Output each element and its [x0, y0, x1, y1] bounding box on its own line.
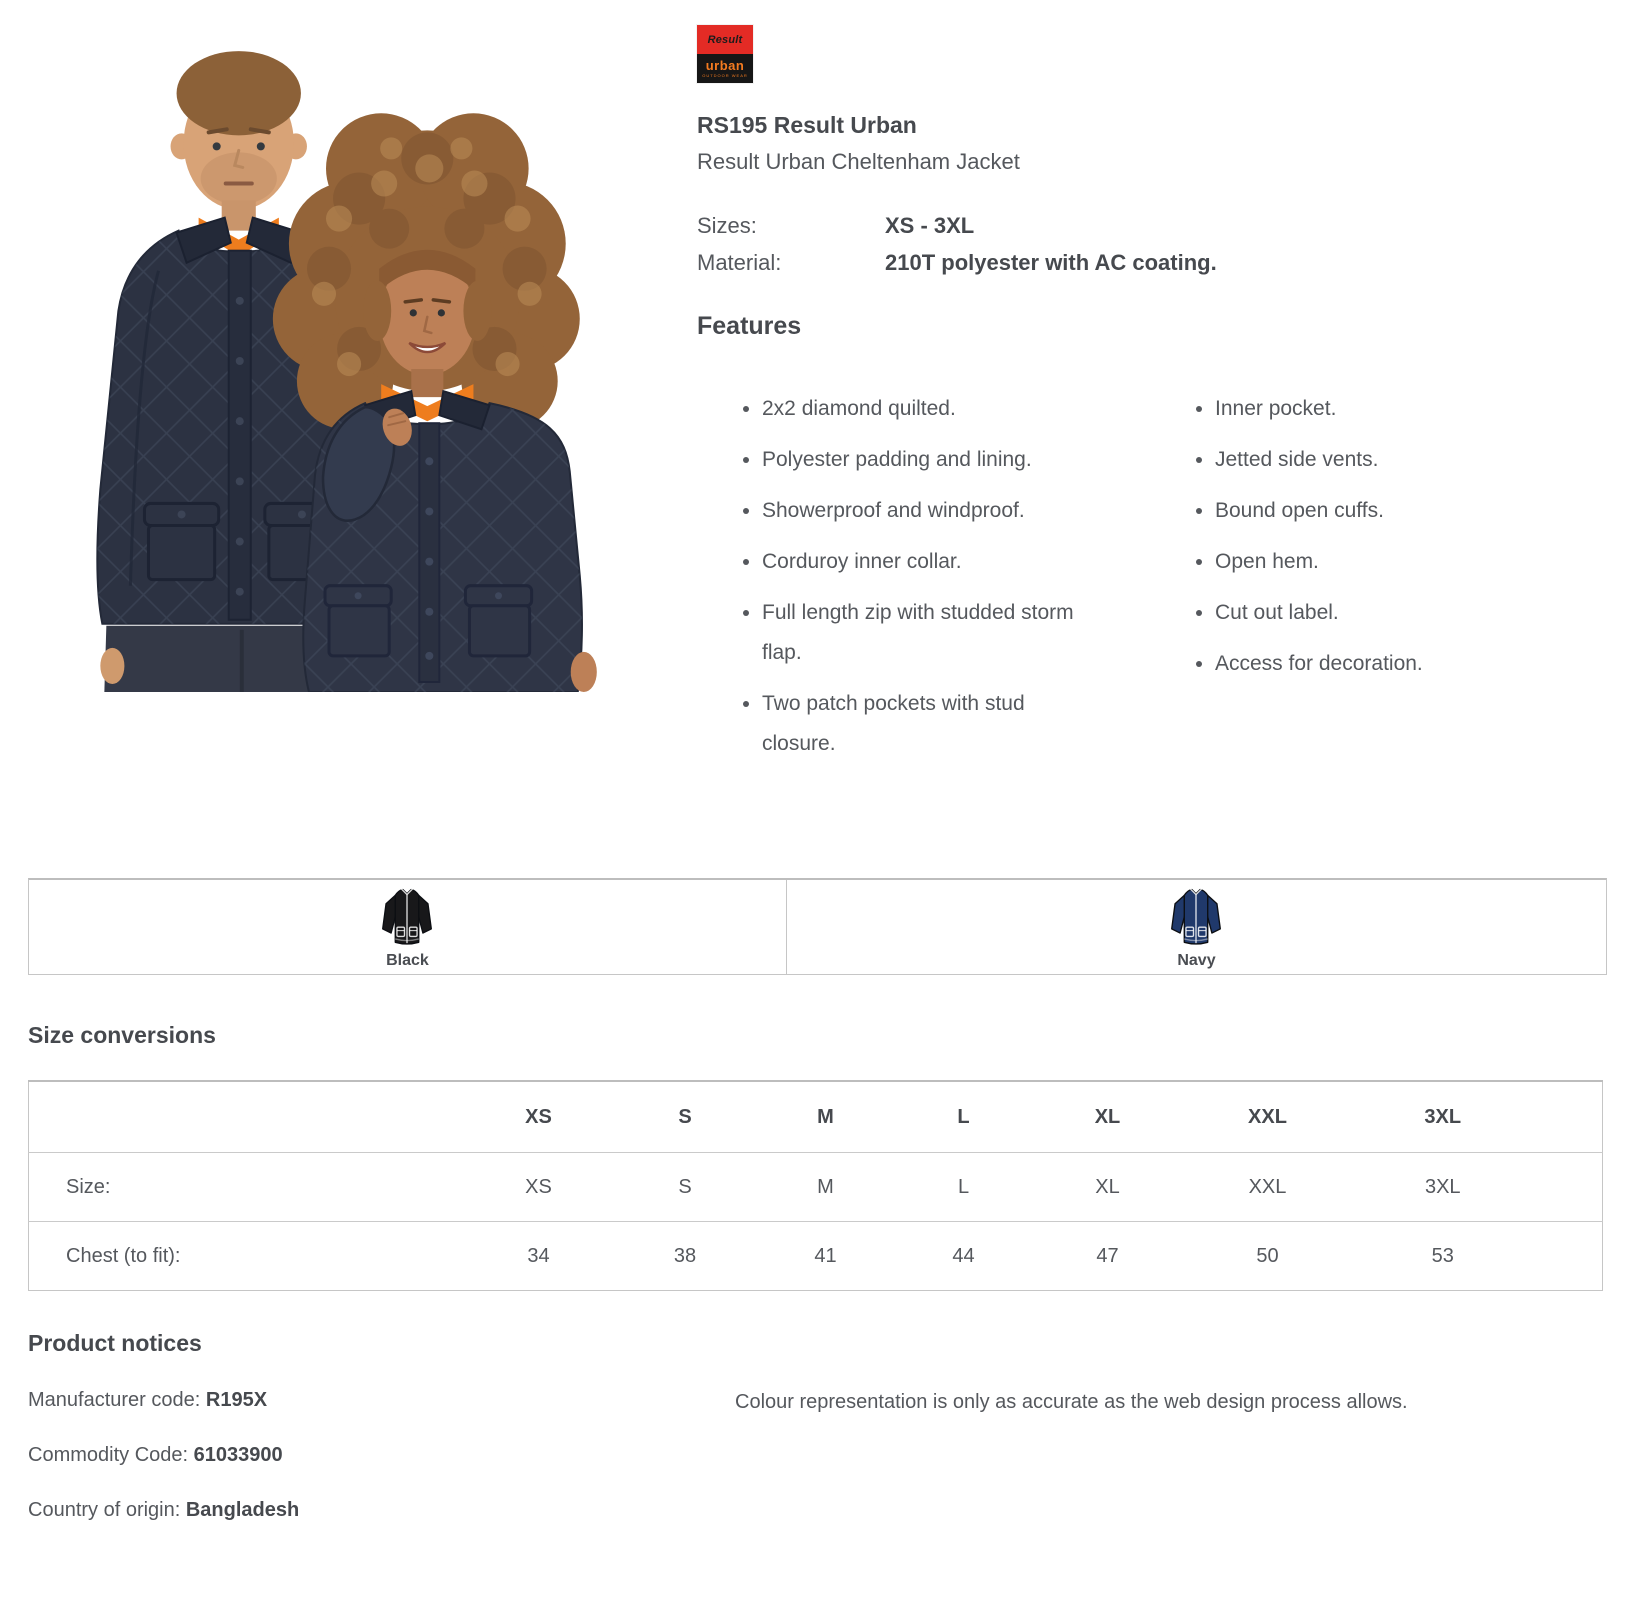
row-label: Chest (to fit):: [29, 1222, 464, 1291]
features-list: [697, 389, 1577, 775]
size-column-header: S: [678, 1105, 692, 1128]
chest-cell: 34: [464, 1222, 614, 1291]
feature-item: • Inner pocket.: [1215, 389, 1550, 429]
size-cell: 3XL: [1353, 1153, 1603, 1222]
logo-result-text: Result: [707, 33, 743, 46]
product-notices-list: [28, 1388, 688, 1553]
chest-cell: 41: [757, 1222, 895, 1291]
spec-value: XS - 3XL: [885, 213, 975, 238]
size-conversions-heading: Size conversions: [28, 1022, 216, 1048]
product-code-title: RS195 Result Urban: [697, 112, 917, 138]
navy-jacket-icon: [1168, 887, 1224, 949]
chest-cell: 44: [895, 1222, 1033, 1291]
size-conversion-table: [28, 1080, 1603, 1291]
notice-value: 61033900: [193, 1444, 283, 1466]
logo-urban-text: urban: [705, 58, 745, 73]
notice-label: Country of origin:: [28, 1499, 186, 1521]
product-specs: [697, 207, 1577, 281]
result-logo-top: [697, 25, 753, 54]
spec-label: Sizes:: [697, 213, 757, 238]
feature-item: • 2x2 diamond quilted.: [762, 389, 1097, 429]
size-column-header: XXL: [1248, 1105, 1287, 1128]
size-cell: XL: [1033, 1153, 1183, 1222]
feature-item: • Full length zip with studded storm flap.: [762, 593, 1097, 673]
features-column-right: [1150, 389, 1575, 775]
black-jacket-icon: [379, 887, 435, 949]
size-cell: S: [614, 1153, 757, 1222]
feature-item: • Bound open cuffs.: [1215, 491, 1550, 531]
notice-value: Bangladesh: [185, 1499, 300, 1521]
country-of-origin-line: [28, 1498, 688, 1522]
size-cell: XS: [464, 1153, 614, 1222]
size-column-header: 3XL: [1424, 1105, 1462, 1128]
chest-cell: 53: [1353, 1222, 1603, 1291]
spec-value: 210T polyester with AC coating.: [885, 250, 1217, 275]
colour-swatch-navy[interactable]: [786, 880, 1606, 974]
product-photo: [28, 18, 620, 692]
spec-row-material: [697, 244, 1577, 281]
logo-tagline-text: OUTDOOR WEAR: [702, 73, 748, 78]
size-cell: XXL: [1183, 1153, 1353, 1222]
chest-cell: 50: [1183, 1222, 1353, 1291]
manufacturer-code-line: [28, 1388, 688, 1412]
chest-cell: 38: [614, 1222, 757, 1291]
product-notices-heading: Product notices: [28, 1330, 202, 1356]
size-header-row: [29, 1081, 1603, 1153]
colour-representation-note: Colour representation is only as accurate as the web design process allows.: [735, 1391, 1408, 1413]
size-cell: M: [757, 1153, 895, 1222]
product-name: Result Urban Cheltenham Jacket: [697, 149, 1020, 174]
feature-item: • Polyester padding and lining.: [762, 440, 1097, 480]
female-model: [273, 113, 597, 692]
feature-item: • Corduroy inner collar.: [762, 542, 1097, 582]
feature-item: • Open hem.: [1215, 542, 1550, 582]
size-column-header: L: [957, 1105, 970, 1128]
size-column-header: XL: [1094, 1105, 1121, 1128]
feature-item: • Showerproof and windproof.: [762, 491, 1097, 531]
size-column-header: XS: [525, 1105, 552, 1128]
table-row-size: [29, 1153, 1603, 1222]
brand-logo: [697, 25, 753, 83]
colour-label: Navy: [1177, 952, 1216, 969]
features-heading: Features: [697, 312, 802, 340]
feature-item: • Access for decoration.: [1215, 644, 1550, 684]
product-photo-illustration: [28, 18, 620, 692]
feature-item: • Two patch pockets with stud closure.: [762, 684, 1097, 764]
notice-label: Commodity Code:: [28, 1444, 194, 1466]
colour-label: Black: [386, 952, 429, 969]
size-column-header: M: [817, 1105, 834, 1128]
product-info-panel: [697, 25, 1577, 775]
notice-value: R195X: [205, 1389, 268, 1411]
spec-label: Material:: [697, 250, 782, 275]
row-label: Size:: [29, 1153, 464, 1222]
size-header-empty: [29, 1081, 464, 1153]
table-row-chest: [29, 1222, 1603, 1291]
features-column-left: [697, 389, 1097, 775]
feature-item: • Jetted side vents.: [1215, 440, 1550, 480]
spec-row-sizes: [697, 207, 1577, 244]
colour-options-table: [28, 878, 1607, 975]
notice-label: Manufacturer code:: [28, 1389, 206, 1411]
colour-swatch-black[interactable]: [29, 880, 786, 974]
result-logo-bottom: [697, 54, 753, 83]
feature-item: • Cut out label.: [1215, 593, 1550, 633]
size-cell: L: [895, 1153, 1033, 1222]
commodity-code-line: [28, 1443, 688, 1467]
chest-cell: 47: [1033, 1222, 1183, 1291]
